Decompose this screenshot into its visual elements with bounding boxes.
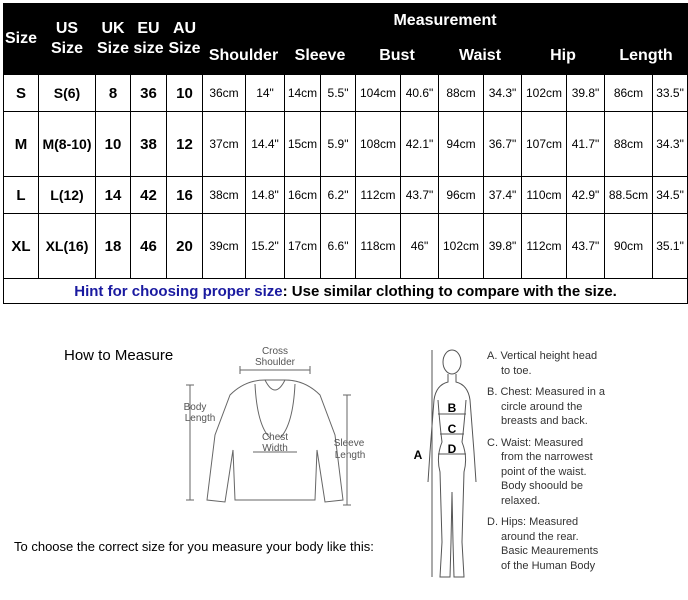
cell-measurement: 5.5" [321, 75, 356, 112]
cell-measurement: 39.8" [567, 75, 605, 112]
table-row [4, 177, 688, 214]
cell-us-size: XL(16) [39, 214, 96, 279]
header-eu: EU size [131, 4, 167, 75]
cell-measurement: 39.8" [484, 214, 522, 279]
cell-measurement: 14" [246, 75, 285, 112]
measure-instruction: To choose the correct size for you measure your body like this: [14, 539, 374, 554]
cell-eu-size: 36 [131, 75, 167, 112]
note-chest: B. Chest: Measured in a circle around the breasts and back. [487, 386, 606, 427]
note-waist: C. Waist: Measured from the narrowest point of the waist. Body shoould be relaxed. [487, 436, 593, 507]
size-chart-table [3, 3, 688, 304]
cell-au-size: 16 [167, 177, 203, 214]
header-sleeve: Sleeve [285, 38, 356, 75]
cell-measurement: 5.9" [321, 112, 356, 177]
chest-width-label: Chest [261, 432, 289, 443]
cell-measurement: 39cm [203, 214, 246, 279]
header-us: US Size [39, 4, 96, 75]
cell-measurement: 38cm [203, 177, 246, 214]
cell-au-size: 12 [167, 112, 203, 177]
body-figure [410, 342, 490, 587]
cell-eu-size: 42 [131, 177, 167, 214]
cell-measurement: 15cm [285, 112, 321, 177]
cell-measurement: 112cm [522, 214, 567, 279]
cell-measurement: 34.3" [653, 112, 688, 177]
note-height: A. Vertical height head to toe. [487, 350, 598, 377]
cell-measurement: 112cm [356, 177, 401, 214]
cell-size: L [4, 177, 39, 214]
cell-us-size: L(12) [39, 177, 96, 214]
note-hips: D. Hips: Measured around the rear. Basic Meaurements of the Human Body [487, 516, 599, 572]
cell-measurement: 16cm [285, 177, 321, 214]
body-length-label: Body [183, 402, 207, 413]
table-row [4, 75, 688, 112]
header-size: Size [4, 4, 39, 75]
cell-measurement: 86cm [605, 75, 653, 112]
header-waist: Waist [439, 38, 522, 75]
svg-text:Length: Length [184, 413, 216, 424]
cell-measurement: 104cm [356, 75, 401, 112]
cell-measurement: 43.7" [401, 177, 439, 214]
cell-measurement: 41.7" [567, 112, 605, 177]
header-hip: Hip [522, 38, 605, 75]
cell-measurement: 33.5" [653, 75, 688, 112]
cell-measurement: 6.2" [321, 177, 356, 214]
cell-measurement: 90cm [605, 214, 653, 279]
cell-measurement: 17cm [285, 214, 321, 279]
header-measurement: Measurement [203, 4, 688, 38]
cell-measurement: 107cm [522, 112, 567, 177]
cell-uk-size: 14 [96, 177, 131, 214]
cell-measurement: 88cm [439, 75, 484, 112]
cross-shoulder-label: Cross [261, 346, 289, 357]
cell-measurement: 108cm [356, 112, 401, 177]
header-length: Length [605, 38, 688, 75]
cell-measurement: 37cm [203, 112, 246, 177]
cell-measurement: 88.5cm [605, 177, 653, 214]
cell-measurement: 46" [401, 214, 439, 279]
cell-measurement: 102cm [439, 214, 484, 279]
cell-size: S [4, 75, 39, 112]
body-label-a: A [413, 448, 423, 462]
size-hint: Hint for choosing proper size: Use similar clothing to compare with the size. [4, 279, 688, 304]
cell-eu-size: 38 [131, 112, 167, 177]
cell-measurement: 14.8" [246, 177, 285, 214]
svg-text:Shoulder: Shoulder [254, 357, 296, 368]
cell-measurement: 118cm [356, 214, 401, 279]
cell-measurement: 34.5" [653, 177, 688, 214]
header-shoulder: Shoulder [203, 38, 285, 75]
cell-measurement: 110cm [522, 177, 567, 214]
body-label-d: D [447, 442, 457, 456]
cell-measurement: 14.4" [246, 112, 285, 177]
cell-measurement: 36cm [203, 75, 246, 112]
cell-measurement: 40.6" [401, 75, 439, 112]
svg-text:Width: Width [262, 443, 288, 454]
cell-measurement: 96cm [439, 177, 484, 214]
cell-us-size: M(8-10) [39, 112, 96, 177]
cell-measurement: 37.4" [484, 177, 522, 214]
header-uk: UK Size [96, 4, 131, 75]
cell-measurement: 34.3" [484, 75, 522, 112]
cell-measurement: 88cm [605, 112, 653, 177]
body-label-c: C [447, 422, 457, 436]
cell-measurement: 42.1" [401, 112, 439, 177]
cell-uk-size: 18 [96, 214, 131, 279]
table-row [4, 214, 688, 279]
how-to-measure-title: How to Measure [64, 347, 174, 364]
cell-measurement: 35.1" [653, 214, 688, 279]
header-au: AU Size [167, 4, 203, 75]
cell-measurement: 94cm [439, 112, 484, 177]
cell-eu-size: 46 [131, 214, 167, 279]
cell-measurement: 42.9" [567, 177, 605, 214]
body-label-b: B [447, 401, 457, 415]
cell-au-size: 10 [167, 75, 203, 112]
cell-measurement: 36.7" [484, 112, 522, 177]
cell-size: XL [4, 214, 39, 279]
cell-us-size: S(6) [39, 75, 96, 112]
cell-measurement: 102cm [522, 75, 567, 112]
header-bust: Bust [356, 38, 439, 75]
sleeve-length-label: Sleeve [333, 438, 365, 449]
cell-measurement: 15.2" [246, 214, 285, 279]
cell-au-size: 20 [167, 214, 203, 279]
cell-measurement: 6.6" [321, 214, 356, 279]
cell-measurement: 14cm [285, 75, 321, 112]
svg-text:Length: Length [334, 450, 366, 461]
cell-uk-size: 8 [96, 75, 131, 112]
cell-uk-size: 10 [96, 112, 131, 177]
cell-measurement: 43.7" [567, 214, 605, 279]
table-row [4, 112, 688, 177]
cell-size: M [4, 112, 39, 177]
measurement-notes [487, 349, 687, 580]
jacket-measure-diagram [175, 340, 375, 520]
